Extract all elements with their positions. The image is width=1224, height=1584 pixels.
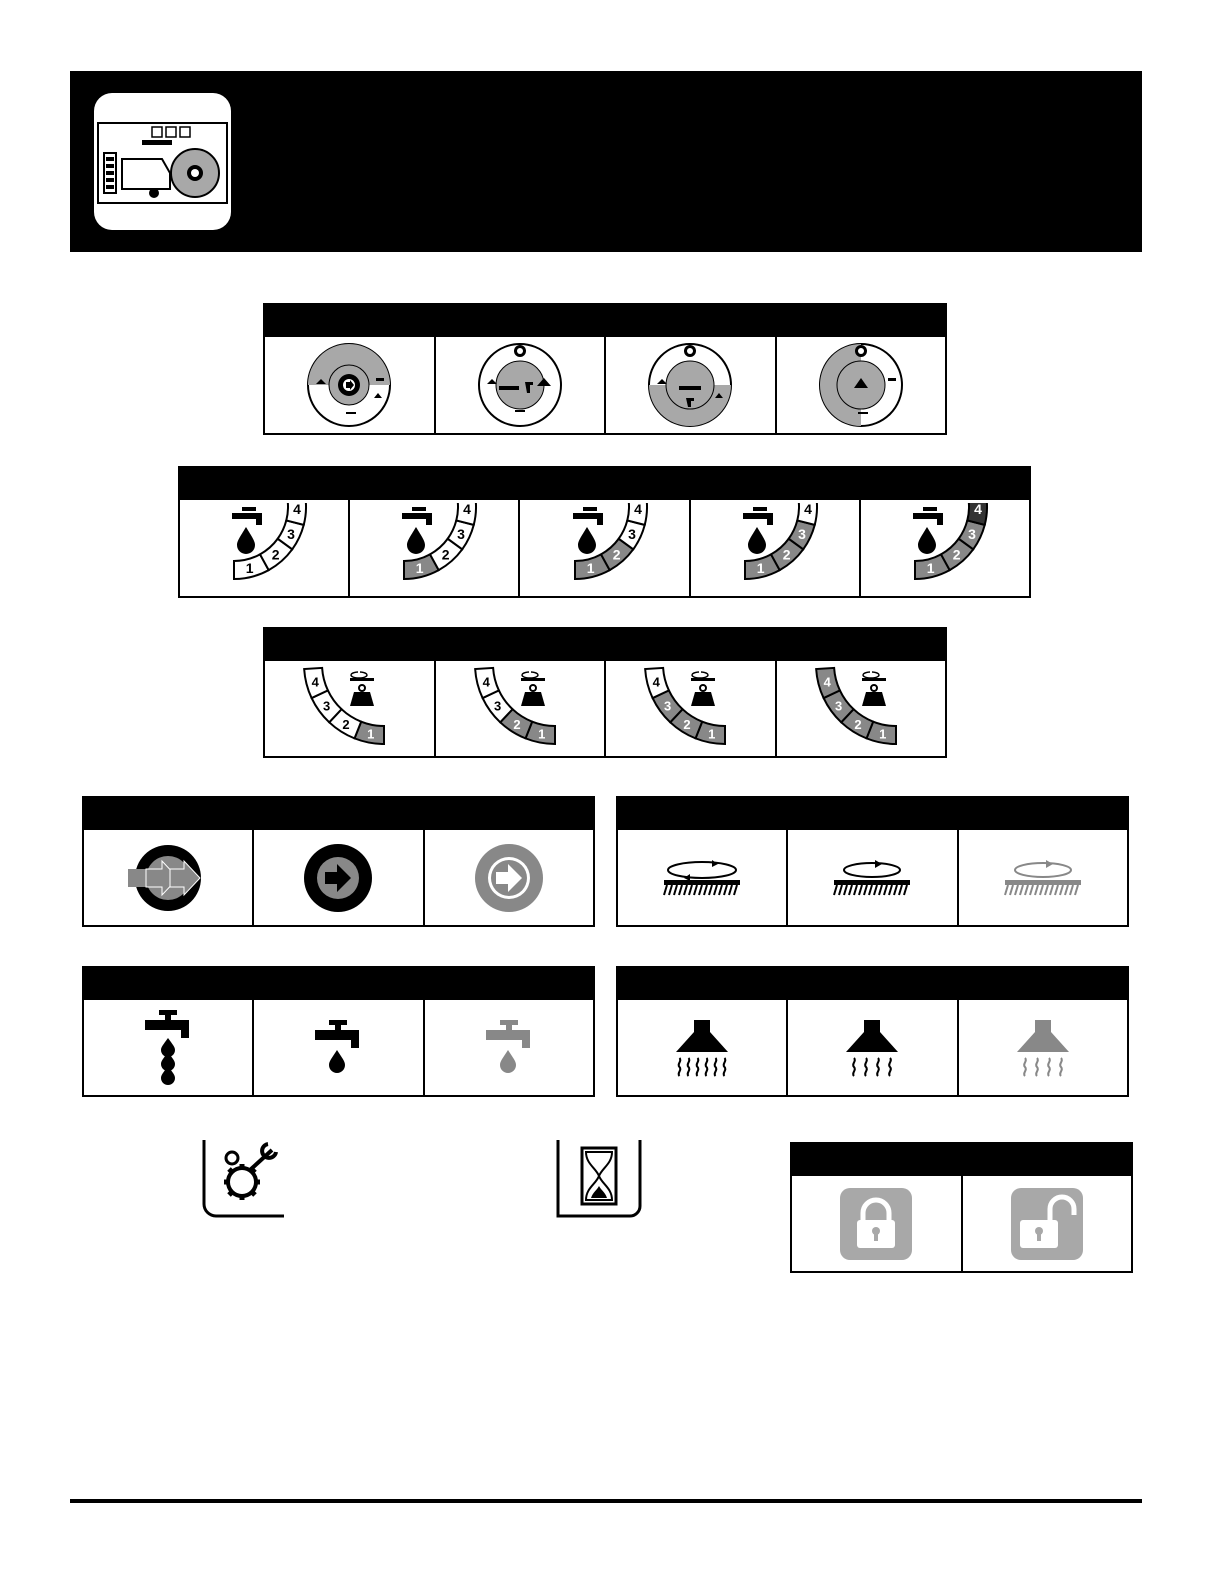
level-label-3: 3 xyxy=(627,525,636,542)
table-header xyxy=(618,968,1127,1000)
level-label-4: 4 xyxy=(293,503,301,517)
level-label-4: 4 xyxy=(973,503,982,517)
water-heavy-icon xyxy=(84,1000,252,1095)
mode-wheel-table xyxy=(263,303,947,435)
level-label-1: 1 xyxy=(756,560,765,577)
vacuum-off-icon xyxy=(957,1000,1127,1095)
pressure-label-4: 4 xyxy=(652,674,661,690)
control-panel-display-icon xyxy=(94,93,231,230)
brush-pressure-level-table xyxy=(263,627,947,758)
water-flow-level-4 xyxy=(859,500,1029,596)
water-flow-level-1 xyxy=(348,500,518,596)
pressure-label-3: 3 xyxy=(323,698,331,714)
level-label-4: 4 xyxy=(633,503,642,517)
level-label-1: 1 xyxy=(586,560,595,577)
water-flow-level-0 xyxy=(180,500,348,596)
start-states-table xyxy=(82,796,595,927)
level-label-1: 1 xyxy=(926,560,935,577)
water-normal-icon xyxy=(252,1000,422,1095)
water-flow-level-3 xyxy=(689,500,859,596)
start-arrow-active-icon xyxy=(84,830,252,925)
table-header xyxy=(84,968,593,1000)
brush-pressure-level-3 xyxy=(775,661,946,756)
pressure-label-2: 2 xyxy=(342,716,350,732)
start-arrow-off-icon xyxy=(423,830,593,925)
pressure-label-4: 4 xyxy=(482,674,490,690)
lock-closed-icon xyxy=(792,1176,961,1271)
mode-wheel-start-icon xyxy=(265,337,434,433)
brush-heavy-icon xyxy=(618,830,786,925)
mode-wheel-brush-icon xyxy=(604,337,775,433)
table-header xyxy=(792,1144,1131,1176)
table-header xyxy=(618,798,1127,830)
brush-pressure-level-0 xyxy=(265,661,434,756)
level-label-2: 2 xyxy=(612,546,621,563)
table-header xyxy=(265,305,945,337)
start-arrow-on-icon xyxy=(252,830,422,925)
level-label-3: 3 xyxy=(287,525,295,542)
brush-off-icon xyxy=(957,830,1127,925)
mode-wheel-scrub-icon xyxy=(434,337,605,433)
vacuum-heavy-icon xyxy=(618,1000,786,1095)
brush-pressure-level-2 xyxy=(604,661,775,756)
pressure-label-2: 2 xyxy=(854,716,862,732)
brush-states-table xyxy=(616,796,1129,927)
pressure-label-4: 4 xyxy=(311,674,320,690)
hourglass-icon xyxy=(556,1140,642,1223)
level-label-2: 2 xyxy=(442,546,450,563)
water-off-icon xyxy=(423,1000,593,1095)
level-label-2: 2 xyxy=(271,546,280,563)
water-states-table xyxy=(82,966,595,1097)
level-label-2: 2 xyxy=(952,546,961,563)
level-label-2: 2 xyxy=(782,546,791,563)
service-wrench-gear-icon xyxy=(202,1140,286,1225)
vacuum-normal-icon xyxy=(786,1000,956,1095)
level-label-4: 4 xyxy=(463,503,472,517)
pressure-label-1: 1 xyxy=(537,726,546,742)
pressure-label-1: 1 xyxy=(878,726,887,742)
footer-rule xyxy=(70,1499,1142,1503)
level-label-3: 3 xyxy=(797,525,806,542)
pressure-label-3: 3 xyxy=(664,698,672,714)
pressure-label-2: 2 xyxy=(513,716,521,732)
pressure-label-1: 1 xyxy=(708,726,716,742)
level-label-3: 3 xyxy=(968,525,976,542)
level-label-4: 4 xyxy=(803,503,812,517)
pressure-label-4: 4 xyxy=(823,674,831,690)
level-label-1: 1 xyxy=(416,560,424,577)
pressure-label-3: 3 xyxy=(493,698,501,714)
header-banner xyxy=(70,71,1142,252)
mode-wheel-vacuum-icon xyxy=(775,337,946,433)
pressure-label-3: 3 xyxy=(834,698,842,714)
vacuum-states-table xyxy=(616,966,1129,1097)
pressure-label-2: 2 xyxy=(683,716,691,732)
level-label-1: 1 xyxy=(245,560,254,577)
brush-normal-icon xyxy=(786,830,956,925)
brush-pressure-level-1 xyxy=(434,661,605,756)
level-label-3: 3 xyxy=(457,525,466,542)
water-flow-level-2 xyxy=(518,500,688,596)
lock-states-table xyxy=(790,1142,1133,1273)
water-flow-level-table xyxy=(178,466,1031,598)
lock-open-icon xyxy=(961,1176,1132,1271)
table-header xyxy=(265,629,945,661)
table-header xyxy=(180,468,1029,500)
table-header xyxy=(84,798,593,830)
pressure-label-1: 1 xyxy=(367,726,375,742)
